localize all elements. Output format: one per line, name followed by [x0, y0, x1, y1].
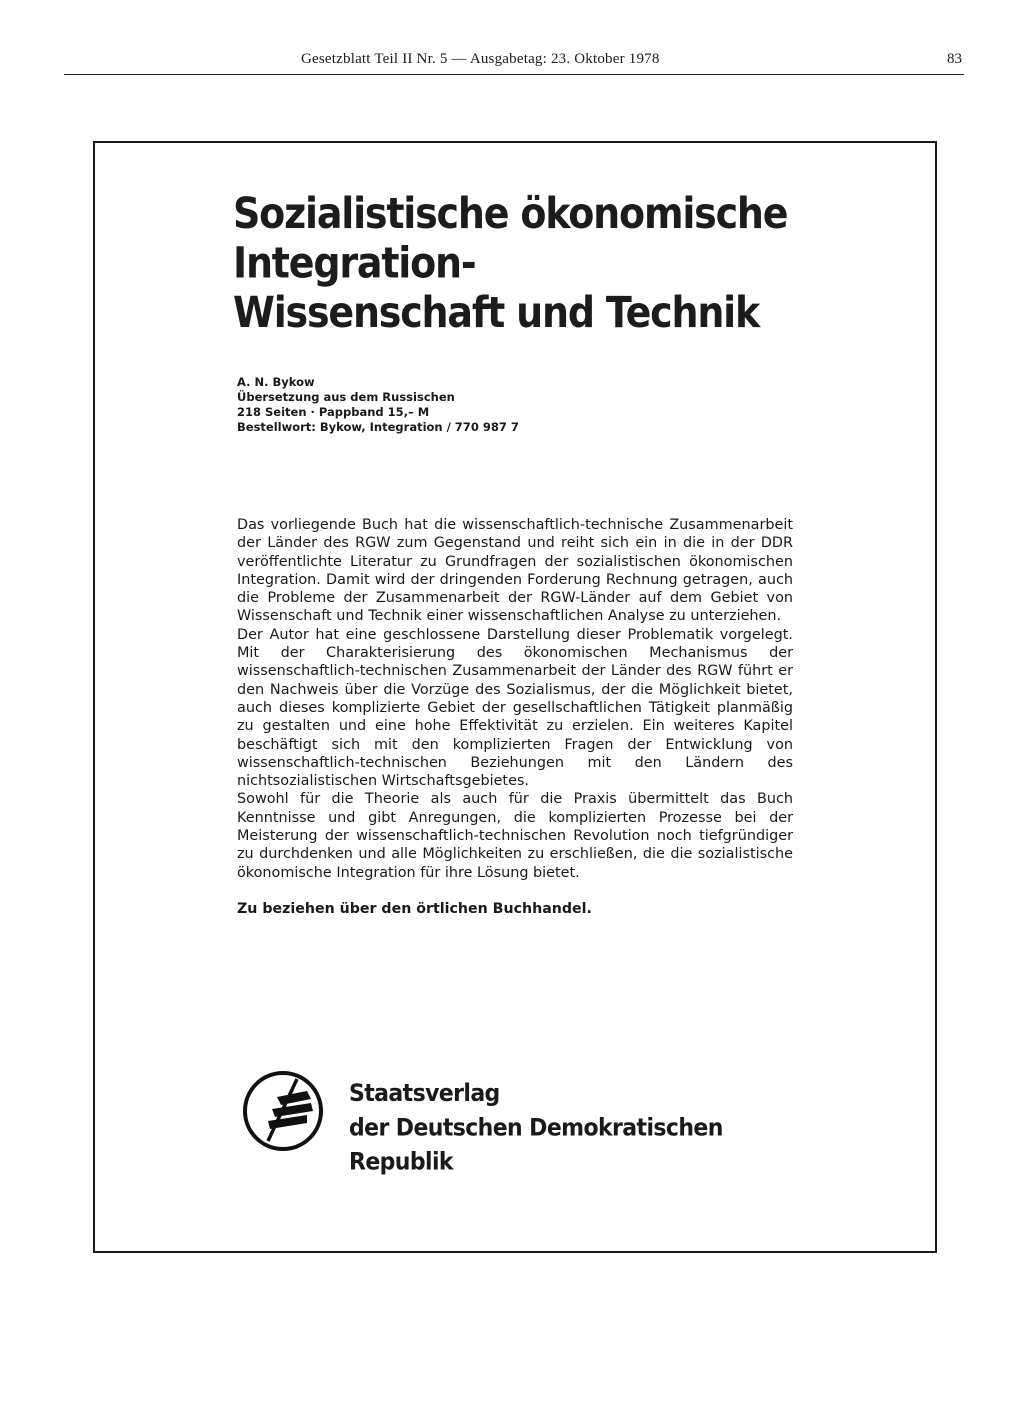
book-title-line: Wissenschaft und Technik — [233, 287, 760, 337]
book-title-line: Integration- — [233, 238, 476, 288]
publisher-name — [349, 1077, 723, 1179]
book-info — [237, 375, 519, 435]
description-paragraph: Der Autor hat eine geschlossene Darstellung dieser Problematik vorgelegt. Mit der Charakterisierung des ökonomischen Mechanismus der wissenschaftlich-technischen Zusammenarbeit der Länder des RGW führt er den Nachweis über die Vorzüge des Sozialismus, der die Möglichkeit bietet, auch dieses komplizierte Gebiet der gesellschaftlichen Tätigkeit planmäßig zu gestalten und eine hohe Effektivität zu erzielen. Ein weiteres Kapitel beschäftigt sich mit den komplizierten Fragen der Entwicklung von wissenschaftlich-technischen Beziehungen mit den Ländern des nichtsozialistischen Wirtschaftsgebietes. — [237, 626, 793, 790]
availability-note: Zu beziehen über den örtlichen Buchhandel. — [237, 901, 592, 917]
book-order-word: Bestellwort: Bykow, Integration / 770 987 7 — [237, 420, 519, 434]
book-title — [233, 189, 787, 337]
book-description — [237, 516, 793, 882]
book-title-line: Sozialistische ökonomische — [233, 189, 788, 239]
book-translation-note: Übersetzung aus dem Russischen — [237, 390, 455, 404]
advertisement-frame — [93, 141, 937, 1253]
page-number: 83 — [947, 51, 962, 67]
description-paragraph: Das vorliegende Buch hat die wissenschaftlich-technische Zusammenarbeit der Länder des RGW zum Gegenstand und reiht sich ein in die in der DDR veröffentlichte Literatur zu Grundfragen der sozialistischen ökonomischen Integration. Damit wird der dringenden Forderung Rechnung getragen, auch die Probleme der Zusammenarbeit der RGW-Länder auf dem Gebiet von Wissenschaft und Technik einer wissenschaftlichen Analyse zu unterziehen. — [237, 517, 793, 625]
publisher-name-line: Republik — [349, 1148, 453, 1176]
book-author: A. N. Bykow — [237, 375, 315, 389]
book-pages-price: 218 Seiten · Pappband 15,– M — [237, 405, 430, 419]
publisher-name-line: Staatsverlag — [349, 1080, 500, 1108]
running-head — [64, 48, 964, 75]
publisher-logo-icon — [241, 1069, 325, 1153]
description-paragraph: Sowohl für die Theorie als auch für die Praxis übermittelt das Buch Kenntnisse und gibt Anregungen, die komplizierten Prozesse bei der Meisterung der wissenschaftlich-technischen Revolution noch tiefgründiger zu durchdenken und alle Möglichkeiten zu erschließen, die die sozialistische ökonomische Integration für ihre Lösung bietet. — [237, 791, 793, 881]
running-title: Gesetzblatt Teil II Nr. 5 — Ausgabetag: 23. Oktober 1978 — [301, 51, 660, 67]
publisher-name-line: der Deutschen Demokratischen — [349, 1114, 723, 1142]
